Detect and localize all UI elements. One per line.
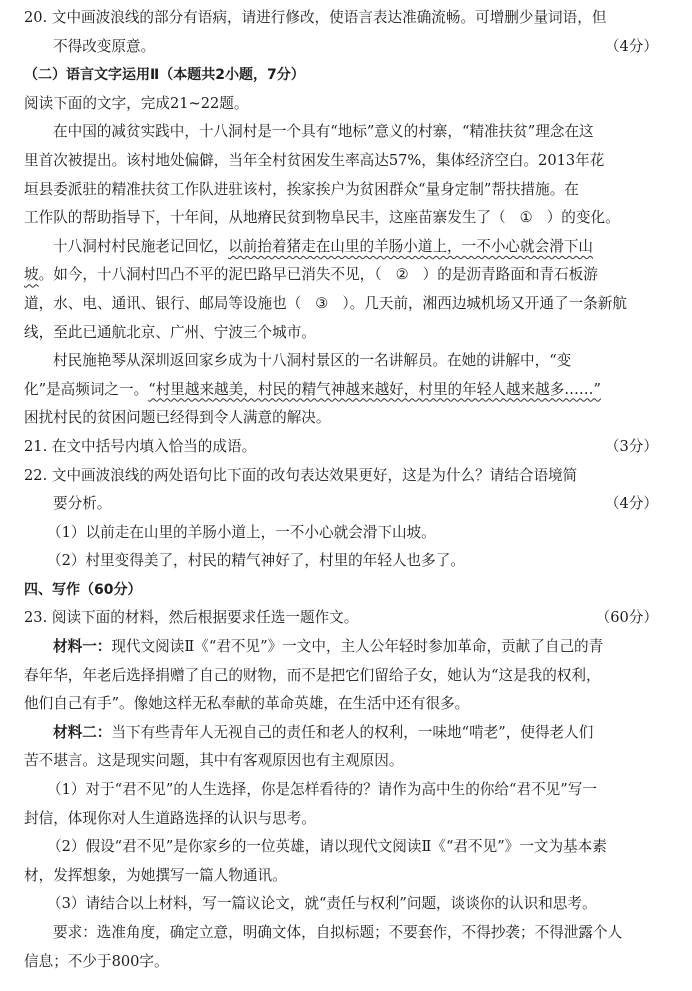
material2-text-1: [24, 719, 658, 748]
q20-text-1: 20. 文中画波浪线的部分有语病，请进行修改，使语言表达准确流畅。可增删少量词语，但: [24, 9, 607, 26]
blank-3-marker: ③: [315, 294, 329, 312]
task1-text-1: （1）对于“君不见”的人生选择，你是怎样看待的？请作为高中生的你给“君不见”写一: [47, 781, 597, 799]
material2-line-1: [24, 719, 658, 748]
para1-text-1: 在中国的减贫实践中，十八洞村是一个具有“地标”意义的村寨，“精准扶贫”理念在这: [53, 123, 594, 141]
q20-line-1: [24, 4, 658, 33]
material1-text-1a: 现代文阅读Ⅱ《“君不见”》一文中，主人公年轻时参加革命，贡献了自己的青: [111, 638, 604, 656]
para1-line-2: [24, 147, 658, 176]
para1-line-4: [24, 204, 658, 233]
q22-option-1-line: [24, 519, 658, 548]
task1-text-2: 封信，体现你对人生道路选择的认识与思考。: [24, 809, 316, 827]
material1-text-1: [24, 633, 658, 662]
part4-title-line: [24, 576, 658, 605]
q22-line-2: [24, 490, 658, 519]
blank-2-marker: ②: [395, 266, 409, 284]
requirements-line-1: [24, 919, 658, 948]
para2-text-2b: ）的是沥青路面和青石板游: [422, 266, 598, 284]
para1-line-3: [24, 176, 658, 205]
para2-text-3a: 道，水、电、通讯、银行、邮局等设施也（: [24, 294, 302, 312]
para3-text-1: 村民施艳琴从深圳返回家乡成为十八洞村景区的一名讲解员。在她的讲解中，“变: [53, 352, 572, 370]
part2-title-line: [24, 61, 658, 90]
para2-line-4: [24, 319, 658, 348]
para1-text-4b: ）的变化。: [546, 209, 620, 227]
material1-label: 材料一：: [53, 638, 112, 656]
q21-text: 21. 在文中括号内填入恰当的成语。: [24, 437, 257, 455]
para2-text-1a: 十八洞村村民施老记回忆，: [53, 237, 229, 255]
requirements-text-2: 信息；不少于800字。: [24, 952, 169, 970]
para2-text-3b: ）。几天前，湘西边城机场又开通了一条新航: [342, 294, 627, 312]
para3-line-3: [24, 404, 658, 433]
material1-line-2: [24, 662, 658, 691]
q22-score: （4分）: [604, 495, 658, 513]
q22-text-2: 要分析。: [53, 495, 112, 513]
q22-option-2-line: [24, 547, 658, 576]
task3-text-1: （3）请结合以上材料，写一篇议论文，就“责任与权利”问题，谈谈你的认识和思考。: [47, 895, 597, 913]
material1-text-2: 春年华，年老后选择捐赠了自己的财物，而不是把它们留给子女，她认为“这是我的权利，: [24, 666, 601, 684]
material1-line-1: [24, 633, 658, 662]
q20-line-2: [24, 33, 658, 62]
para1-text-4a: 工作队的帮助指导下，十年间，从地瘠民贫到物阜民丰，这座苗寨发生了（: [24, 209, 506, 227]
part4-title: 四、写作（60分）: [24, 581, 142, 598]
wavy-sentence-2: “村里越来越美，村民的精气神越来越好，村里的年轻人越来越多……”: [148, 380, 601, 398]
q23-score: （60分）: [595, 609, 658, 627]
para3-text-2: [24, 376, 658, 405]
para1-text-2: 里首次被提出。该村地处偏僻，当年全村贫困发生率高达57%，集体经济空白。2013年花: [24, 151, 605, 169]
requirements-text-1: 要求：选准角度，确定立意，明确文体，自拟标题；不要套作，不得抄袭；不得泄露个人: [53, 924, 623, 941]
q22-option-1: （1）以前走在山里的羊肠小道上，一不小心就会滑下山坡。: [47, 523, 436, 541]
material2-label: 材料二：: [53, 723, 112, 741]
material1-text-3: 他们自己有手”。像她这样无私奉献的革命英雄，在生活中还有很多。: [24, 695, 470, 713]
task1-line-2: [24, 805, 658, 834]
material1-line-3: [24, 690, 658, 719]
para3-text-2a: 化”是高频词之一。: [24, 380, 149, 398]
part2-title: （二）语言文字运用Ⅱ（本题共2小题，7分）: [24, 67, 305, 84]
task1-line-1: [24, 776, 658, 805]
task3-line-1: [24, 890, 658, 919]
q22-line-1: [24, 462, 658, 491]
task2-text-2: 材，发挥想象，为她撰写一篇人物通讯。: [24, 866, 287, 884]
blank-1-marker: ①: [519, 209, 533, 227]
task2-line-1: [24, 833, 658, 862]
para3-line-2: [24, 376, 658, 405]
q22-text-1: 22. 文中画波浪线的两处语句比下面的改句表达效果更好，这是为什么？请结合语境简: [24, 466, 578, 484]
para2-line-3: [24, 290, 658, 319]
para1-text-4: [24, 204, 658, 233]
wavy-sentence-1b: 坡: [24, 266, 39, 284]
para2-text-2a: 。如今，十八洞村凹凸不平的泥巴路早已消失不见，（: [38, 266, 382, 284]
requirements-line-2: [24, 948, 658, 977]
material2-text-2: 苦不堪言。这是现实问题，其中有客观原因也有主观原因。: [24, 752, 404, 770]
material2-text-1a: 当下有些青年人无视自己的责任和老人的权利，一味地“啃老”，使得老人们: [111, 723, 594, 741]
para1-text-3: 垣县委派驻的精准扶贫工作队进驻该村，挨家挨户为贫困群众“量身定制”帮扶措施。在: [24, 180, 579, 198]
para2-text-1: [24, 233, 658, 262]
para2-line-2: [24, 261, 658, 290]
material2-line-2: [24, 747, 658, 776]
q23-text: 23. 阅读下面的材料，然后根据要求任选一题作文。: [24, 609, 359, 627]
q20-score: （4分）: [604, 37, 658, 55]
para3-text-3: 困扰村民的贫困问题已经得到令人满意的解决。: [24, 409, 331, 427]
para2-text-4: 线，至此已通航北京、广州、宁波三个城市。: [24, 323, 316, 341]
q20-text-2: 不得改变原意。: [53, 37, 156, 55]
q23-line: [24, 604, 658, 633]
para2-text-2: [24, 261, 658, 290]
q21-score: （3分）: [604, 437, 658, 455]
para3-line-1: [24, 347, 658, 376]
task2-line-2: [24, 862, 658, 891]
para2-line-1: [24, 233, 658, 262]
reading-intro-line: [24, 90, 658, 119]
task2-text-1: （2）假设“君不见”是你家乡的一位英雄，请以现代文阅读Ⅱ《“君不见”》一文为基本素: [47, 838, 607, 856]
wavy-sentence-1a: 以前抬着猪走在山里的羊肠小道上，一不小心就会滑下山: [228, 237, 593, 255]
q22-option-2: （2）村里变得美了，村民的精气神好了，村里的年轻人也多了。: [47, 552, 465, 570]
reading-intro: 阅读下面的文字，完成21~22题。: [24, 94, 249, 112]
para1-line-1: [24, 118, 658, 147]
q21-line: [24, 433, 658, 462]
para2-text-3: [24, 290, 658, 319]
